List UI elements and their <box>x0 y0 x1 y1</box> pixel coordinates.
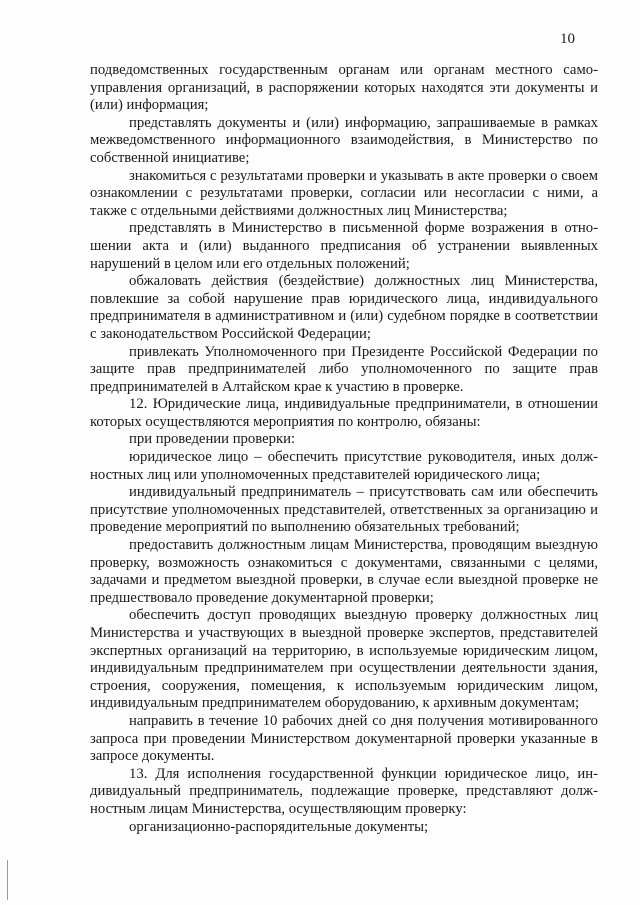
paragraph-6: привлекать Уполномоченного при Президенте Российской Федерации по защите прав предпринимателей либо уполномоченного по защите прав предпринимателей в Алтайском крае к участию в проверке. <box>90 343 598 395</box>
page-number: 10 <box>560 31 575 47</box>
paragraph-10: индивидуальный предприниматель – присутствовать сам или обеспечить присутствие уполномоченных представителей, ответственных за организацию и проведение мероприятий по выполнению обязательных требований; <box>90 484 598 536</box>
paragraph-9: юридическое лицо – обеспечить присутствие руководителя, иных должностных лиц или уполномоченных представителей юридического лица; <box>90 449 598 483</box>
paragraph-13: направить в течение 10 рабочих дней со дня получения мотивированного запроса при проведении Министерством документарной проверки указанные в запросе документы. <box>90 712 598 765</box>
paragraph-11: предоставить должностным лицам Министерства, проводящим выездную проверку, возможность ознакомиться с документами, связанными с целями, задачами и предметом выездной проверки, в случае если выездной проверке не предшествовало проведение документарной проверки; <box>90 537 598 606</box>
body-text <box>90 62 598 836</box>
paragraph-8: при проведении проверки: <box>129 431 296 448</box>
scan-edge-line <box>7 860 8 900</box>
paragraph-3: знакомиться с результатами проверки и указывать в акте проверки о своем ознакомлении с результатами проверки, согласии или несогласии с ними, а также с отдельными действиями должностных лиц Министерства; <box>90 167 598 219</box>
paragraph-1: подведомственных государственным органам или органам местного самоуправления организаций, в распоряжении которых находятся эти документы и (или) информация; <box>90 62 598 114</box>
paragraph-7: 12. Юридические лица, индивидуальные предприниматели, в отношении которых осуществляются мероприятия по контролю, обязаны: <box>90 396 598 430</box>
paragraph-12: обеспечить доступ проводящих выездную проверку должностных лиц Министерства и участвующих в выездной проверке экспертов, представителей экспертных организаций на территорию, в используемые юридическим лицом, индивидуальным предпринимателем при осуществлении деятельности здания, строения, сооружения, помещения, к используемым юридическим лицом, индивидуальным предпринимателем оборудованию, к архивным документам; <box>90 607 598 712</box>
paragraph-5: обжаловать действия (бездействие) должностных лиц Министерства, повлекшие за собой нарушение прав юридического лица, индивидуального предпринимателя в административном и (или) судебном порядке в соответствии с законодательством Российской Федерации; <box>90 273 598 342</box>
paragraph-14: 13. Для исполнения государственной функции юридическое лицо, индивидуальный предприниматель, подлежащие проверке, представляют должностным лицам Министерства, осуществляющим проверку: <box>90 765 598 817</box>
paragraph-4: представлять в Министерство в письменной форме возражения в отношении акта и (или) выданного предписания об устранении выявленных нарушений в целом или его отдельных положений; <box>90 220 598 272</box>
paragraph-2: представлять документы и (или) информацию, запрашиваемые в рамках межведомственного информационного взаимодействия, в Министерство по собственной инициативе; <box>90 114 598 166</box>
paragraph-15: организационно-распорядительные документы; <box>129 818 429 835</box>
